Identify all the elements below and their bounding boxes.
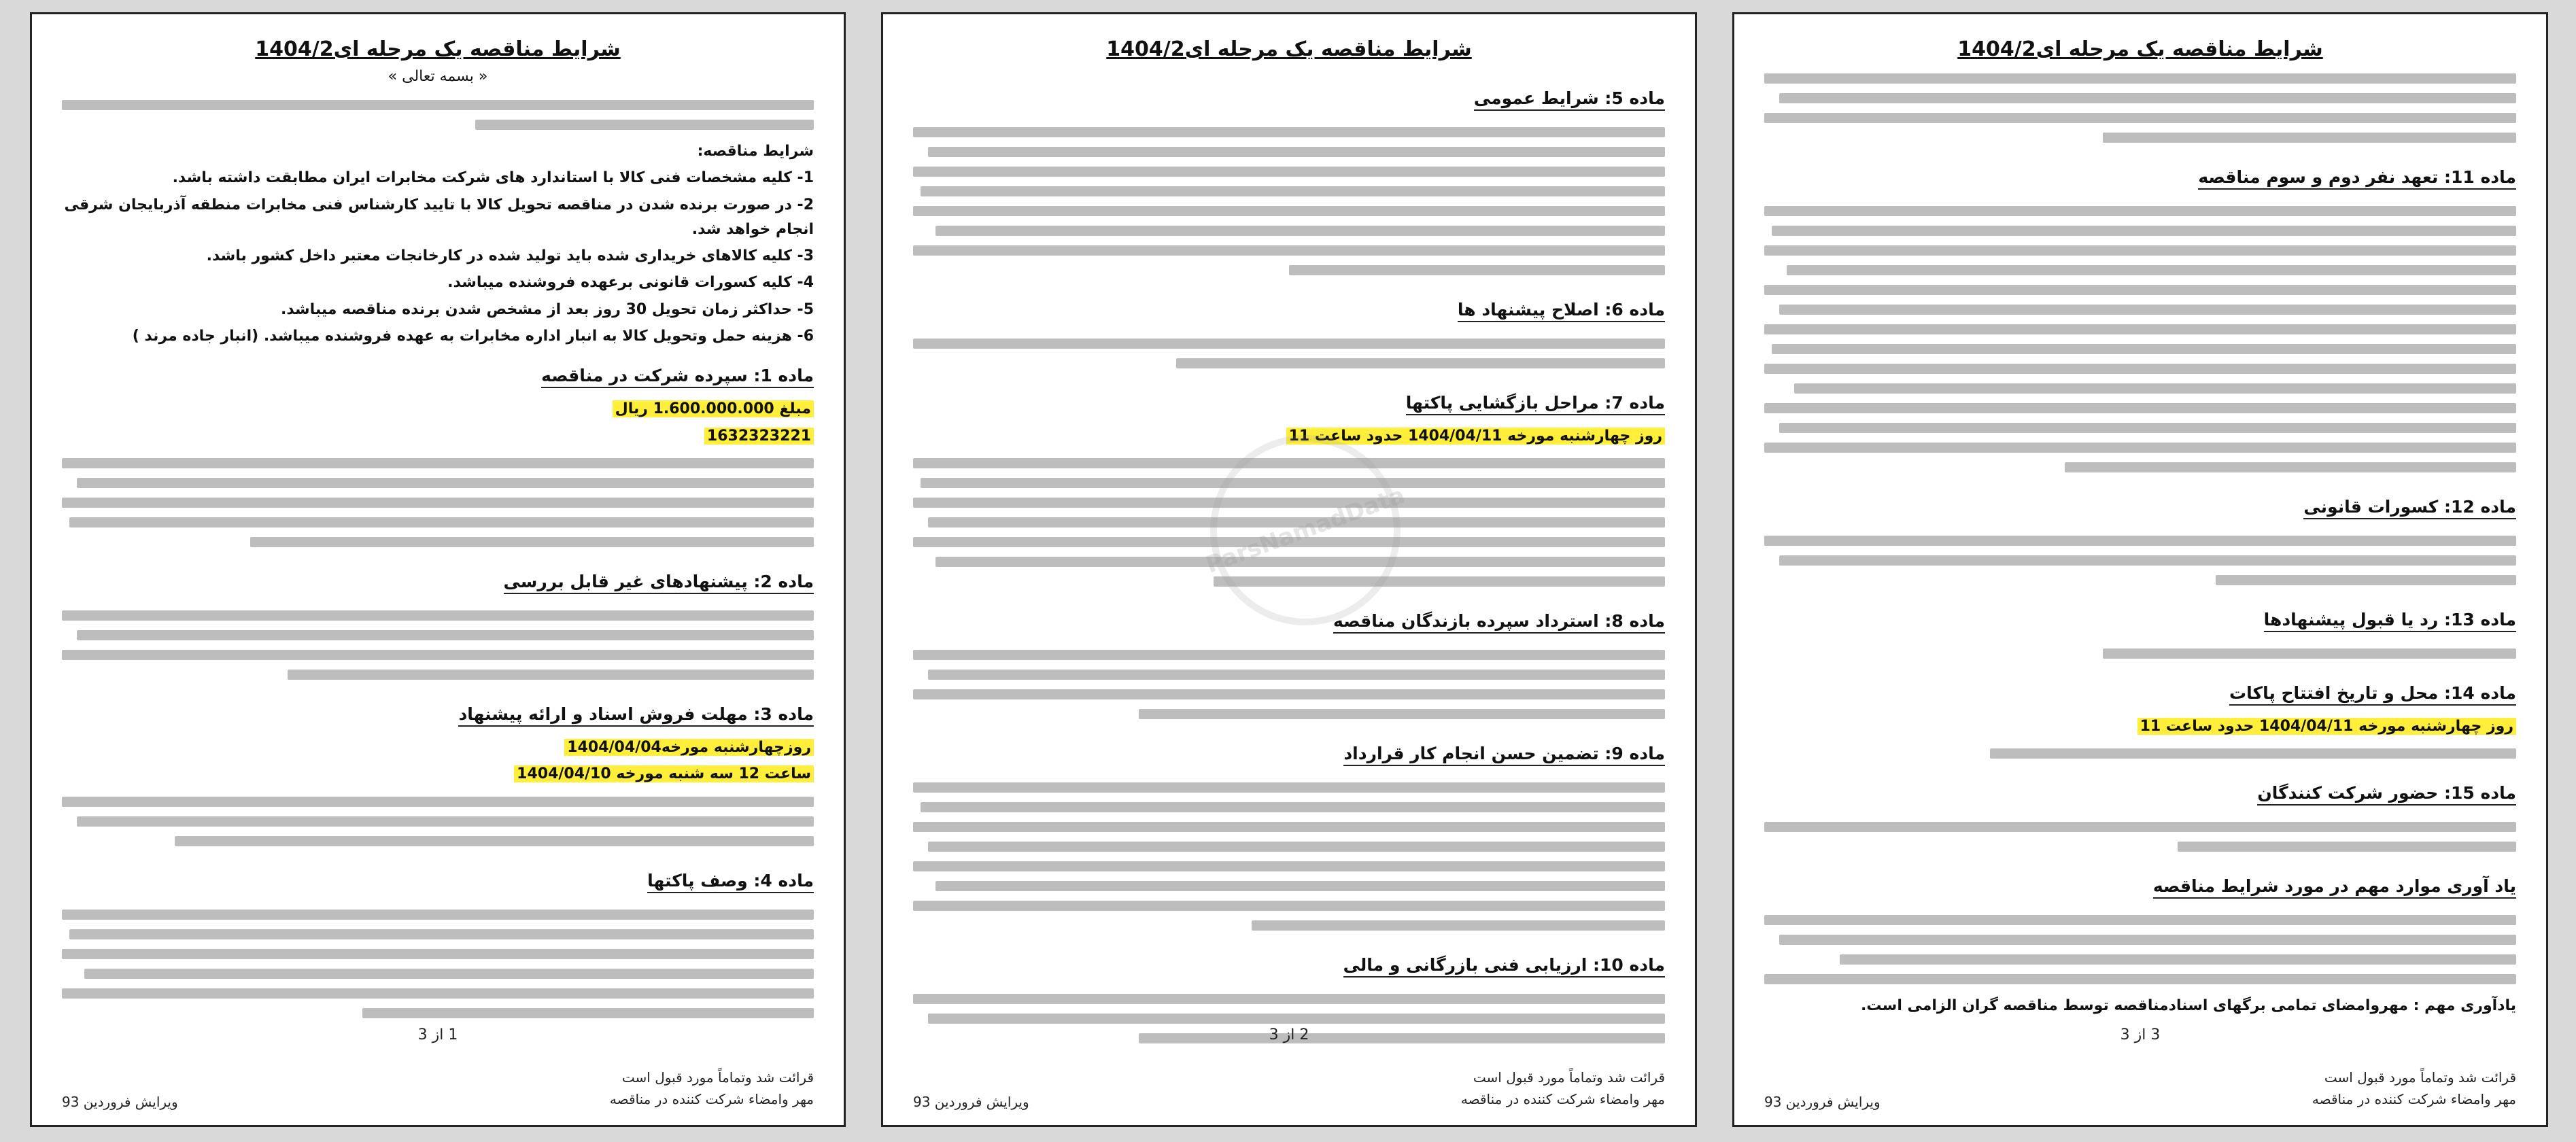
paragraph xyxy=(1764,822,2516,852)
condition-item: 2- در صورت برنده شدن در مناقصه تحویل کالا با تایید کارشناس فنی مخابرات منطقه آذربایجان شرقی انجام خواهد شد. xyxy=(64,196,814,238)
paragraph xyxy=(1764,536,2516,585)
version-label: ویرایش فروردین 93 xyxy=(62,1094,178,1110)
section-heading: یاد آوری موارد مهم در مورد شرایط مناقصه xyxy=(2153,876,2516,899)
section-heading: ماده 12: کسورات قانونی xyxy=(2303,497,2516,519)
page-number: 1 از 3 xyxy=(417,1026,458,1043)
page-1 xyxy=(1732,12,2548,1127)
version-label: ویرایش فروردین 93 xyxy=(1764,1094,1881,1110)
section-heading: ماده 10: ارزیابی فنی بازرگانی و مالی xyxy=(1343,955,1665,977)
watermark-text: ParsNamadData xyxy=(1202,481,1409,579)
footer-accepted: قرائت شد وتماماً مورد قبول است xyxy=(1473,1069,1665,1086)
condition-item: 3- کلیه کالاهای خریداری شده باید تولید شده در کارخانجات معتبر داخل کشور باشد. xyxy=(206,247,814,265)
closing-note: یادآوری مهم : مهروامضای تمامی برگهای اسنادمناقصه توسط مناقصه گران الزامی است. xyxy=(1861,997,2516,1015)
condition-item: 5- حداکثر زمان تحویل 30 روز بعد از مشخص شدن برنده مناقصه میباشد. xyxy=(280,300,814,318)
paragraph xyxy=(1764,73,2516,143)
page-number: 3 از 3 xyxy=(2120,1026,2161,1043)
version-label: ویرایش فروردین 93 xyxy=(913,1094,1029,1110)
page-title: شرایط مناقصه یک مرحله ای1404/2 xyxy=(255,37,621,61)
footer-accepted: قرائت شد وتماماً مورد قبول است xyxy=(2324,1069,2516,1086)
paragraph xyxy=(1764,206,2516,472)
highlight-deadline-1: روزچهارشنبه مورخه1404/04/04 xyxy=(564,739,814,756)
footer-accepted: قرائت شد وتماماً مورد قبول است xyxy=(621,1069,814,1086)
highlight-deposit-amount: مبلغ 1.600.000.000 ریال xyxy=(613,400,814,417)
opening-time-line xyxy=(1764,714,2516,739)
section-heading: ماده 5: شرایط عمومی xyxy=(1474,88,1665,111)
condition-item: 6- هزینه حمل وتحویل کالا به انبار اداره مخابرات به عهده فروشنده میباشد. (انبار جاده مرند ) xyxy=(132,328,814,345)
paragraph xyxy=(62,100,814,130)
paragraph xyxy=(913,782,1665,931)
section-heading: ماده 13: رد یا قبول پیشنهادها xyxy=(2264,610,2516,632)
highlight-account-number: 1632323221 xyxy=(704,428,814,445)
section-heading: ماده 9: تضمین حسن انجام کار قرارداد xyxy=(1343,744,1665,766)
section-heading: ماده 11: تعهد نفر دوم و سوم مناقصه xyxy=(2198,167,2516,190)
page-number: 2 از 3 xyxy=(1269,1026,1309,1043)
deposit-line xyxy=(62,397,814,421)
page-footer xyxy=(62,1026,814,1110)
paragraph xyxy=(913,339,1665,368)
section-heading: ماده 8: استرداد سپرده بازندگان مناقصه xyxy=(1333,611,1665,634)
condition-item: 4- کلیه کسورات قانونی برعهده فروشنده میباشد. xyxy=(447,274,814,292)
paragraph xyxy=(1764,748,2516,759)
page-footer xyxy=(1764,1026,2516,1110)
paragraph xyxy=(913,127,1665,275)
page-subtitle: « بسمه تعالی » xyxy=(388,68,488,85)
highlight-opening-time: روز چهارشنبه مورخه 1404/04/11 حدود ساعت 11 xyxy=(2137,718,2516,735)
deadline-line-2 xyxy=(62,762,814,786)
highlight-deadline-2: ساعت 12 سه شنبه مورخه 1404/04/10 xyxy=(514,765,814,782)
paragraph xyxy=(1764,915,2516,984)
condition-item: 1- کلیه مشخصات فنی کالا با استاندارد های شرکت مخابرات ایران مطابقت داشته باشد. xyxy=(172,169,814,187)
footer-signature: مهر وامضاء شرکت کننده در مناقصه xyxy=(2312,1091,2516,1107)
section-heading: ماده 6: اصلاح پیشنهاد ها xyxy=(1458,300,1665,322)
section-heading: ماده 1: سپرده شرکت در مناقصه xyxy=(541,366,814,388)
paragraph xyxy=(62,610,814,680)
paragraph xyxy=(62,797,814,846)
section-heading: ماده 4: وصف پاکتها xyxy=(647,871,814,893)
paragraph xyxy=(1764,648,2516,659)
footer-signature: مهر وامضاء شرکت کننده در مناقصه xyxy=(609,1091,814,1107)
conditions-label: شرایط مناقصه: xyxy=(697,143,814,160)
paragraph xyxy=(913,650,1665,719)
section-heading: ماده 3: مهلت فروش اسناد و ارائه پیشنهاد xyxy=(458,704,814,727)
deadline-line-1 xyxy=(62,736,814,760)
page-title: شرایط مناقصه یک مرحله ای1404/2 xyxy=(1957,37,2323,61)
highlight-opening-time: روز چهارشنبه مورخه 1404/04/11 حدود ساعت 11 xyxy=(1286,428,1665,445)
section-heading: ماده 14: محل و تاریخ افتتاح پاکات xyxy=(2229,683,2516,706)
page-title: شرایط مناقصه یک مرحله ای1404/2 xyxy=(1106,37,1472,61)
page-footer xyxy=(913,1026,1665,1110)
page-3 xyxy=(30,12,846,1127)
footer-signature: مهر وامضاء شرکت کننده در مناقصه xyxy=(1460,1091,1665,1107)
section-heading: ماده 2: پیشنهادهای غیر قابل بررسی xyxy=(504,572,814,594)
account-line xyxy=(62,424,814,449)
paragraph xyxy=(62,458,814,547)
section-heading: ماده 15: حضور شرکت کنندگان xyxy=(2257,783,2516,806)
paragraph xyxy=(62,910,814,1018)
section-heading: ماده 7: مراحل بازگشایی پاکتها xyxy=(1406,393,1665,415)
